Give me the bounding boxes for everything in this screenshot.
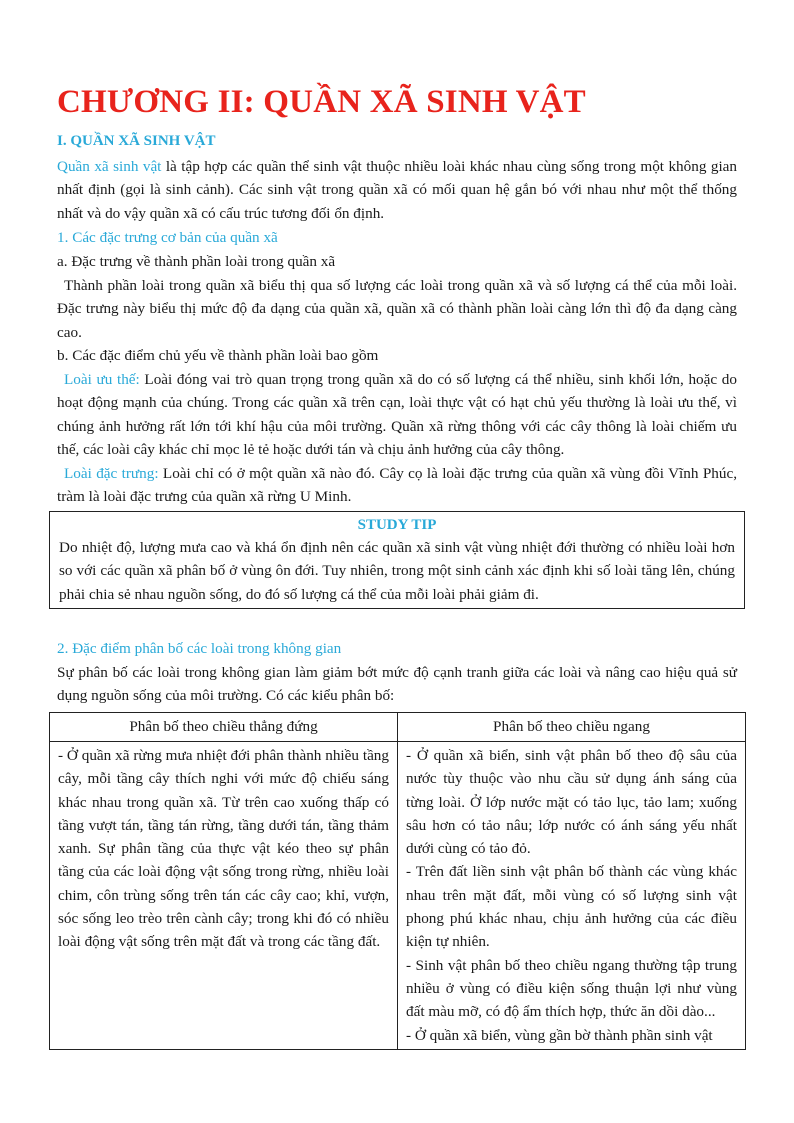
header-horizontal-distribution: Phân bố theo chiều ngang: [398, 713, 746, 742]
study-tip-title: STUDY TIP: [357, 517, 437, 533]
paragraph-dominant-species: [57, 368, 737, 461]
paragraph-characteristic-species: [57, 462, 737, 509]
distribution-table: [49, 712, 746, 1050]
subheading-2: 2. Đặc điểm phân bố các loài trong không gian: [57, 640, 342, 657]
subheading-1b: b. Các đặc điểm chủ yếu về thành phần loài bao gồm: [57, 347, 379, 364]
cell-vertical-distribution: - Ở quần xã rừng mưa nhiệt đới phân thành nhiều tầng cây, mỗi tầng cây thích nghi với mức độ chiếu sáng khác nhau trong quần xã. Từ trên cao xuống thấp có tầng vượt tán, tầng tán rừng, tầng dưới tán, tầng thảm xanh. Sự phân tầng của thực vật kéo theo sự phân tầng của các loài động vật sống trong rừng, nhiều loài chim, côn trùng sống trên tán các cây cao; khỉ, vượn, sóc sống leo trèo trên cành cây; trong khi đó có nhiều loài động vật sống trên mặt đất và trong các tầng đất.: [50, 742, 398, 1050]
intro-paragraph: [57, 155, 737, 225]
table-row: [50, 742, 746, 1050]
chapter-title: CHƯƠNG II: QUẦN XÃ SINH VẬT: [57, 84, 586, 120]
dominant-term: Loài ưu thế:: [64, 371, 140, 388]
horizontal-item-land: - Trên đất liền sinh vật phân bố thành các vùng khác nhau trên mặt đất, mỗi vùng có số lượng sinh vật phong phú khác nhau, chịu ảnh hưởng của các điều kiện tự nhiên.: [406, 863, 737, 951]
characteristic-text: Loài chỉ có ở một quần xã nào đó. Cây cọ là loài đặc trưng của quần xã vùng đồi Vĩnh Phúc, tràm là loài đặc trưng của quần xã rừng U Minh.: [57, 465, 737, 506]
horizontal-item-sea: - Ở quần xã biển, sinh vật phân bố theo độ sâu của nước tùy thuộc vào nhu cầu sử dụng ánh sáng của từng loài. Ở lớp nước mặt có tảo lục, tảo lam; xuống sâu hơn có tảo nâu; lớp nước có ánh sáng yếu nhất dưới cùng có tảo đỏ.: [406, 747, 737, 858]
characteristic-term: Loài đặc trưng:: [64, 465, 159, 482]
intro-term: Quần xã sinh vật: [57, 158, 162, 175]
intro-text: là tập hợp các quần thể sinh vật thuộc nhiều loài khác nhau cùng sống trong một không gian nhất định (gọi là sinh cảnh). Các sinh vật trong quần xã có mối quan hệ gắn bó với nhau như một thể thống nhất và do vậy quần xã có cấu trúc tương đối ổn định.: [57, 158, 737, 222]
paragraph-species-composition: Thành phần loài trong quần xã biểu thị qua số lượng các loài trong quần xã và số lượng cá thể của mỗi loài. Đặc trưng này biểu thị mức độ đa dạng của quần xã, quần xã có thành phần loài càng lớn thì độ đa dạng càng cao.: [57, 277, 737, 341]
table-header-row: [50, 713, 746, 742]
study-tip-body: Do nhiệt độ, lượng mưa cao và khá ổn định nên các quần xã sinh vật vùng nhiệt đới thường có nhiều loài hơn so với các quần xã phân bố ở vùng ôn đới. Tuy nhiên, trong một sinh cảnh xác định khi số loài tăng lên, chúng phải chia sẻ nhau nguồn sống, do đó số lượng cá thể của mỗi loài phải giảm đi.: [59, 539, 735, 603]
dominant-text: Loài đóng vai trò quan trọng trong quần xã do có số lượng cá thể nhiều, sinh khối lớn, hoặc do hoạt động mạnh của chúng. Trong các quần xã trên cạn, loài thực vật có hạt chủ yếu thường là loài ưu thế, vì chúng ảnh hưởng rất lớn tới khí hậu của môi trường. Quần xã rừng thông với các cây thông là loài chiếm ưu thế, các loài cây khác chỉ mọc lẻ tẻ hoặc dưới tán và chịu ảnh hưởng của cây thông.: [57, 371, 737, 458]
cell-horizontal-distribution: [398, 742, 746, 1050]
paragraph-distribution-intro: Sự phân bố các loài trong không gian làm giảm bớt mức độ cạnh tranh giữa các loài và nâng cao hiệu quả sử dụng nguồn sống của môi trường. Có các kiểu phân bố:: [57, 664, 737, 705]
subheading-1: 1. Các đặc trưng cơ bản của quần xã: [57, 229, 278, 246]
section-heading: I. QUẦN XÃ SINH VẬT: [57, 133, 216, 149]
horizontal-item-favorable: - Sinh vật phân bố theo chiều ngang thường tập trung nhiều ở vùng có điều kiện sống thuận lợi như vùng đất màu mỡ, có độ ẩm thích hợp, thức ăn dồi dào...: [406, 956, 737, 1021]
study-tip-box: [49, 511, 745, 609]
horizontal-item-coastal: - Ở quần xã biển, vùng gần bờ thành phần sinh vật: [406, 1026, 713, 1044]
subheading-1a: a. Đặc trưng về thành phần loài trong quần xã: [57, 253, 336, 270]
header-vertical-distribution: Phân bố theo chiều thẳng đứng: [50, 713, 398, 742]
